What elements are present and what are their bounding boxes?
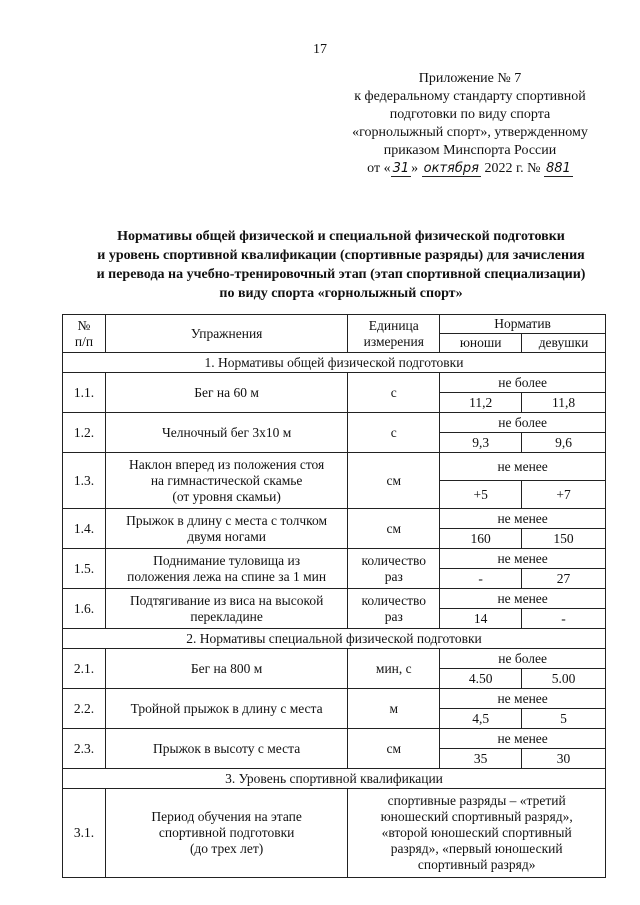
row-value-girls: 30: [522, 749, 606, 769]
row-condition: не более: [440, 649, 606, 669]
order-number-handwritten: 881: [545, 161, 571, 176]
row-value-girls: 5: [522, 709, 606, 729]
row-unit: м: [348, 689, 440, 729]
row-exercise: Прыжок в длину с места с толчком двумя ногами: [105, 509, 347, 549]
document-heading: [60, 227, 622, 303]
qual-value: спортивные разряды – «третий юношеский спортивный разряд», «второй юношеский спортивный разряд», «первый юношеский спортивный разряд»: [348, 789, 606, 878]
row-condition: не более: [440, 413, 606, 433]
date-day-handwritten: 31: [392, 161, 410, 176]
row-number: 1.3.: [63, 453, 106, 509]
appendix-line: подготовки по виду спорта: [389, 107, 551, 122]
row-exercise: Прыжок в высоту с места: [105, 729, 347, 769]
date-month-handwritten: октября: [423, 161, 479, 176]
row-value-girls: 11,8: [522, 393, 606, 413]
row-condition: не менее: [440, 453, 606, 481]
appendix-line: «горнолыжный спорт», утвержденному: [352, 125, 588, 140]
section-title: 2. Нормативы специальной физической подготовки: [63, 629, 606, 649]
section-header-row: [63, 629, 606, 649]
section-title: 3. Уровень спортивной квалификации: [63, 769, 606, 789]
row-unit: мин, с: [348, 649, 440, 689]
row-unit: см: [348, 453, 440, 509]
appendix-block: [320, 70, 620, 178]
page-number: 17: [313, 42, 327, 57]
table-row: [63, 689, 606, 709]
row-exercise: Подтягивание из виса на высокой перекладине: [105, 589, 347, 629]
row-condition: не менее: [440, 589, 606, 609]
header-unit: Единица измерения: [348, 315, 440, 353]
row-value-girls: 150: [522, 529, 606, 549]
row-value-boys: 35: [440, 749, 522, 769]
row-value-girls: -: [522, 609, 606, 629]
appendix-line: к федеральному стандарту спортивной: [354, 89, 586, 104]
row-value-boys: 11,2: [440, 393, 522, 413]
row-condition: не менее: [440, 549, 606, 569]
table-row: [63, 413, 606, 433]
qualification-row: [63, 789, 606, 878]
header-girls: девушки: [522, 334, 606, 353]
date-year: 2022 г. №: [484, 161, 541, 176]
row-value-girls: 9,6: [522, 433, 606, 453]
row-condition: не более: [440, 373, 606, 393]
header-row: [63, 315, 606, 334]
date-prefix: от «: [367, 161, 391, 176]
row-unit: количество раз: [348, 589, 440, 629]
row-value-girls: +7: [522, 481, 606, 509]
row-exercise: Бег на 60 м: [105, 373, 347, 413]
table-row: [63, 509, 606, 529]
row-value-girls: 27: [522, 569, 606, 589]
heading-line: и перевода на учебно-тренировочный этап (этап спортивной специализации): [96, 267, 586, 282]
row-exercise: Наклон вперед из положения стоя на гимнастической скамье (от уровня скамьи): [105, 453, 347, 509]
row-number: 2.2.: [63, 689, 106, 729]
row-unit: с: [348, 373, 440, 413]
date-mid: »: [411, 161, 419, 176]
appendix-line: Приложение № 7: [418, 71, 522, 86]
row-exercise: Поднимание туловища из положения лежа на спине за 1 мин: [105, 549, 347, 589]
header-boys: юноши: [440, 334, 522, 353]
row-number: 1.1.: [63, 373, 106, 413]
header-num: № п/п: [63, 315, 106, 353]
row-unit: количество раз: [348, 549, 440, 589]
row-number: 1.6.: [63, 589, 106, 629]
row-value-boys: -: [440, 569, 522, 589]
section-title: 1. Нормативы общей физической подготовки: [63, 353, 606, 373]
table-row: [63, 589, 606, 609]
section-header-row: [63, 353, 606, 373]
row-value-girls: 5.00: [522, 669, 606, 689]
heading-line: и уровень спортивной квалификации (спортивные разряды) для зачисления: [97, 248, 585, 263]
row-unit: см: [348, 729, 440, 769]
section-header-row: [63, 769, 606, 789]
row-value-boys: 4,5: [440, 709, 522, 729]
row-exercise: Челночный бег 3х10 м: [105, 413, 347, 453]
row-value-boys: 4.50: [440, 669, 522, 689]
table-row: [63, 729, 606, 749]
row-unit: с: [348, 413, 440, 453]
row-value-boys: 9,3: [440, 433, 522, 453]
row-value-boys: 160: [440, 529, 522, 549]
appendix-date-line: [320, 160, 620, 178]
row-condition: не менее: [440, 689, 606, 709]
qual-number: 3.1.: [63, 789, 106, 878]
row-number: 2.3.: [63, 729, 106, 769]
norms-table: [62, 314, 606, 878]
row-condition: не менее: [440, 509, 606, 529]
row-number: 1.5.: [63, 549, 106, 589]
heading-line: по виду спорта «горнолыжный спорт»: [219, 286, 463, 301]
row-exercise: Тройной прыжок в длину с места: [105, 689, 347, 729]
header-norm: Норматив: [440, 315, 606, 334]
row-value-boys: +5: [440, 481, 522, 509]
header-exercise: Упражнения: [105, 315, 347, 353]
row-number: 1.4.: [63, 509, 106, 549]
heading-line: Нормативы общей физической и специальной физической подготовки: [117, 229, 565, 244]
row-value-boys: 14: [440, 609, 522, 629]
row-number: 1.2.: [63, 413, 106, 453]
table-row: [63, 373, 606, 393]
row-exercise: Бег на 800 м: [105, 649, 347, 689]
row-condition: не менее: [440, 729, 606, 749]
row-unit: см: [348, 509, 440, 549]
qual-period: Период обучения на этапе спортивной подготовки (до трех лет): [105, 789, 347, 878]
table-row: [63, 649, 606, 669]
table-row: [63, 453, 606, 481]
row-number: 2.1.: [63, 649, 106, 689]
appendix-line: приказом Минспорта России: [383, 143, 557, 158]
table-row: [63, 549, 606, 569]
